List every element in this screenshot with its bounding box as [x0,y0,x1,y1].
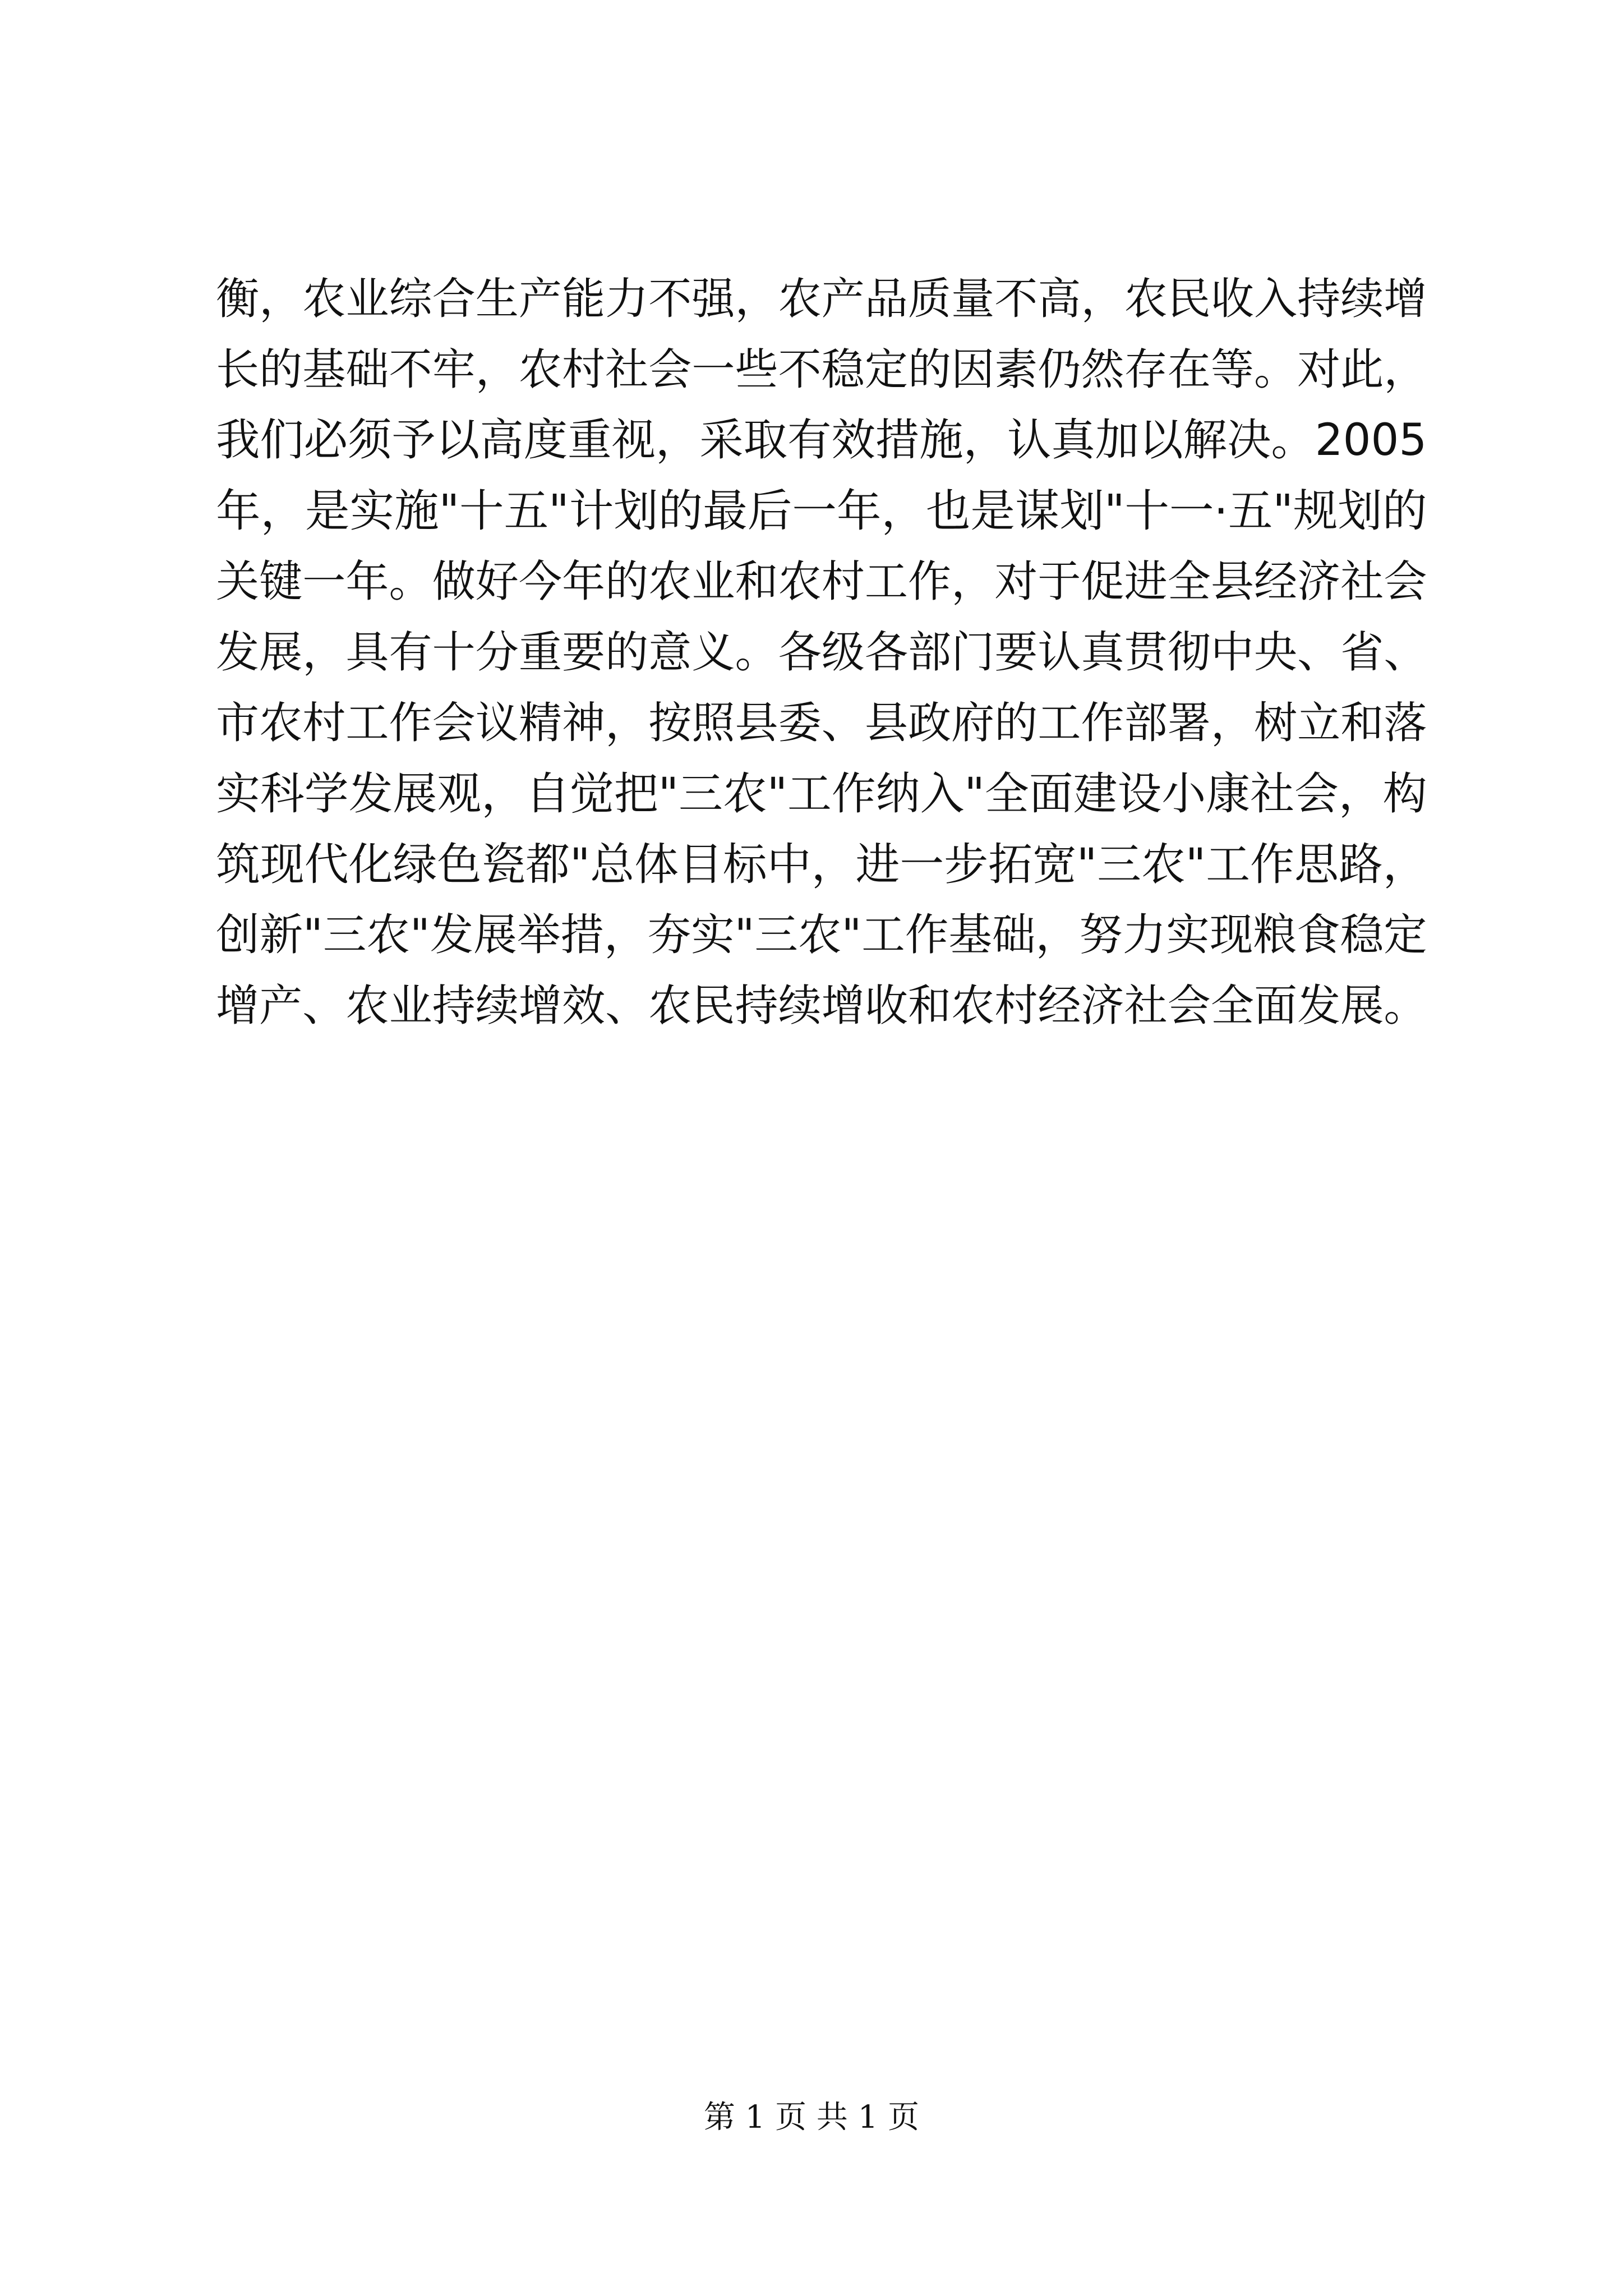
paragraph-line: 发展，具有十分重要的意义。各级各部门要认真贯彻中央、省、 [216,627,1427,678]
page-number: 第 1 页 共 1 页 [703,2099,920,2136]
body-paragraph [216,264,1427,1041]
paragraph-line: 长的基础不牢，农村社会一些不稳定的因素仍然存在等。对此， [216,344,1427,395]
paragraph-line: 衡，农业综合生产能力不强，农产品质量不高，农民收入持续增 [216,274,1427,324]
paragraph-line: 我们必须予以高度重视，采取有效措施，认真加以解决。2005 [216,415,1427,466]
paragraph-line: 市农村工作会议精神，按照县委、县政府的工作部署，树立和落 [216,698,1427,748]
paragraph-line: 实科学发展观，自觉把"三农"工作纳入"全面建设小康社会，构 [216,768,1427,820]
paragraph-line: 创新"三农"发展举措，夯实"三农"工作基础，努力实现粮食稳定 [216,910,1427,960]
paragraph-line: 筑现代化绿色瓷都"总体目标中，进一步拓宽"三农"工作思路， [216,839,1427,890]
paragraph-line: 增产、农业持续增效、农民持续增收和农村经济社会全面发展。 [216,981,1427,1031]
page-footer [0,2098,1623,2137]
paragraph-line: 关键一年。做好今年的农业和农村工作，对于促进全县经济社会 [216,556,1427,607]
paragraph-line: 年，是实施"十五"计划的最后一年，也是谋划"十一·五"规划的 [216,485,1427,537]
